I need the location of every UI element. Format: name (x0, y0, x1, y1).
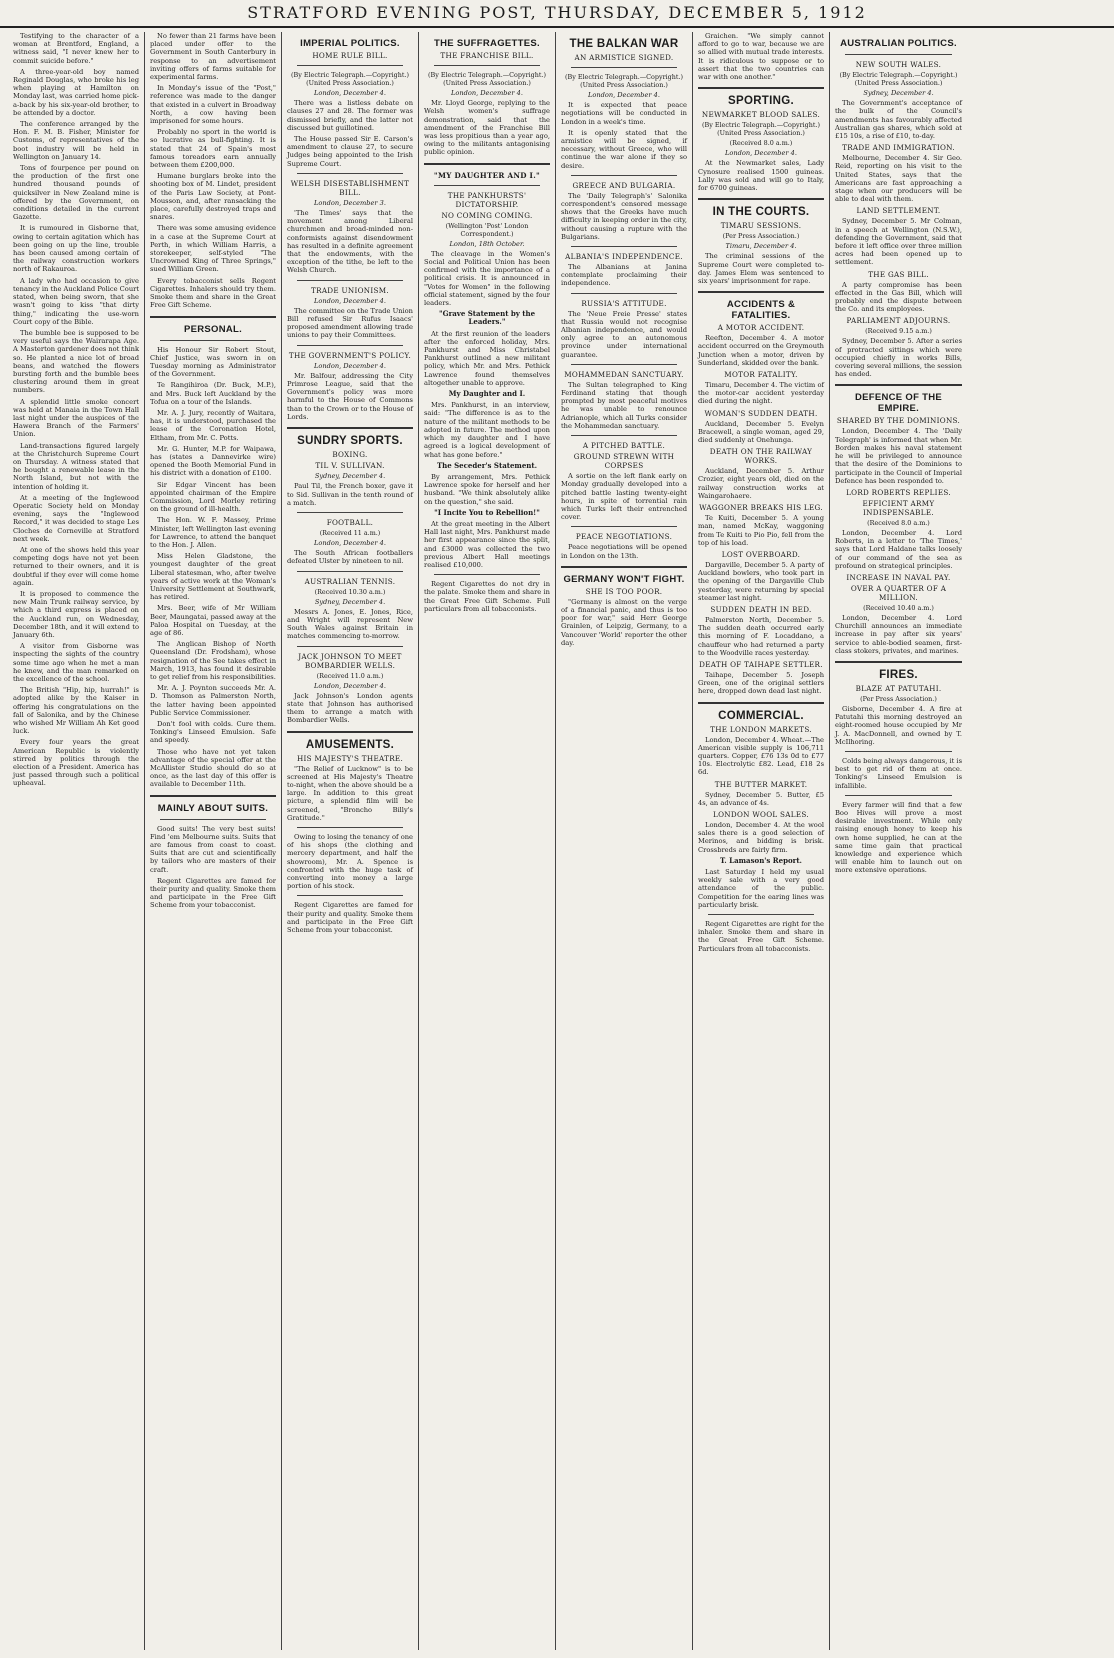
article-paragraph: The conference arranged by the Hon. F. M. B. Fisher, Minister for Customs, of representatives of the boot industry will be held in Wellington on January 14. (13, 120, 139, 161)
divider (434, 574, 540, 575)
article-paragraph: Gisborne, December 4. A fire at Patutahi this morning destroyed an eight-roomed house occupied by Mr J. A. MacDonnell, and owned by T. McIlhoring. (835, 704, 962, 746)
blood-sales-subheading: NEWMARKET BLOOD SALES. (701, 110, 821, 120)
womans-death-subheading: WOMAN'S SUDDEN DEATH. (704, 408, 818, 418)
article-paragraph: The British "Hip, hip, hurrah!" is adopted alike by the Kaiser in offering his congratulations on the fall of Salonika, and by the Chinese who wished Mr William Ah Ket good luck. (13, 686, 139, 736)
column-2 (145, 32, 282, 1650)
amusements-heading: AMUSEMENTS. (305, 738, 395, 751)
accidents-heading: ACCIDENTS & FATALITIES. (726, 299, 796, 322)
article-paragraph: Every four years the great American Republic is violently stirred by politics through the election of a President. America has just passed through such a political upheaval. (13, 738, 139, 788)
government-policy-heading: THE GOVERNMENT'S POLICY. (288, 350, 412, 360)
divider (297, 571, 403, 572)
suffragettes-heading: THE SUFFRAGETTES. (434, 38, 540, 49)
divider (698, 87, 824, 89)
parliament-subheading: PARLIAMENT ADJOURNS. (846, 316, 951, 326)
settler-death-subheading: DEATH OF TAIHAPE SETTLER. (699, 659, 823, 669)
article-paragraph: London, December 4. Lord Roberts, in a letter to 'The Times,' says that Lord Haldane talks loosely of our command of the sea as profound on strategical principles. (835, 528, 962, 570)
article-paragraph: Mr. A. J. Jury, recently of Waitara, has, it is understood, purchased the lease of the Coronation Hotel, Eltham, from Mr. C. Potts. (150, 408, 276, 442)
butter-market-subheading: THE BUTTER MARKET. (714, 779, 808, 789)
credit-line: (By Electric Telegraph.—Copyright.) (United Press Association.) (291, 71, 409, 87)
divider (561, 566, 687, 568)
column-6 (693, 32, 830, 1650)
dateline: London, December 4. (588, 91, 660, 99)
article-paragraph: Don't fool with colds. Cure them. Tonking's Linseed Emulsion. Safe and speedy. (150, 720, 276, 745)
divider (160, 819, 266, 820)
army-subheading: EFFICIENT ARMY INDISPENSABLE. (862, 498, 935, 517)
death-in-bed-subheading: SUDDEN DEATH IN BED. (710, 604, 812, 614)
quarter-million-subheading: OVER A QUARTER OF A MILLION. (850, 583, 947, 602)
article-paragraph: London, December 4. Lord Churchill announces an immediate increase in pay after six years' service to able-bodied seamen, first-class stokers, privates, and marines. (835, 613, 962, 655)
received-line: (Received 11.0 a.m.) (316, 671, 384, 680)
daughter-heading: "MY DAUGHTER AND I." (433, 170, 541, 180)
article-paragraph: Every farmer will find that a few Boo Hives will prove a most desirable investment. While only raising enough honey to keep his own home supplied, he can at the same time gain that practical knowledge and experience which will enable him to launch out on more extensive operations. (835, 800, 962, 875)
article-paragraph: Testifying to the character of a woman at Brentford, England, a witness said, "I never knew her to commit suicide before." (13, 32, 139, 65)
article-paragraph: The South African footballers defeated Ulster by nineteen to nil. (287, 549, 413, 566)
correspondent-line: (Wellington 'Post' London Correspondent.) (445, 221, 529, 238)
divider (571, 293, 677, 294)
article-paragraph: London, December 4. At the wool sales there is a good selection of Merinos, and bidding is brisk. Crossbreds are fairly firm. (698, 820, 824, 854)
article-paragraph: Every tobacconist sells Regent Cigarettes. Inhalers should try them. Smoke them and share in the Great Free Gift Scheme. (150, 276, 276, 310)
dateline: Sydney, December 4. (863, 89, 934, 97)
article-paragraph: Mr. Lloyd George, replying to the Welsh women's suffrage demonstration, said that the amendment of the Franchise Bill was less propitious than a year ago, owing to the militants antagonising public opinion. (424, 99, 550, 157)
article-paragraph: Good suits! The very best suits! Find 'em Melbourne suits. Suits that are famous from coast to coast. Suits that are cut and scientifically by tailors who are masters of their craft. (150, 824, 276, 874)
divider (434, 185, 540, 186)
section-subhead: "I Incite You to Rebellion!" (434, 507, 540, 517)
article-paragraph: "The Relief of Lucknow" is to be screened at His Majesty's Theatre to-night, when the above should be a large. In addition to this great picture, a splendid film will be screened, "Broncho Billy's Gratitude." (287, 764, 413, 822)
article-paragraph: In Monday's issue of the "Post," reference was made to the danger that existed in a culvert in Broadway North, a cow having been imprisoned for some hours. (150, 84, 276, 126)
armistice-subheading: AN ARMISTICE SIGNED. (574, 53, 674, 62)
article-paragraph: There was a listless debate on clauses 27 and 28. The former was dismissed briefly, and the latter not discussed but guillotined. (287, 99, 413, 132)
dateline: London, December 4. (314, 538, 386, 547)
article-paragraph: 'The Times' says that the movement among Liberal churchmen and broad-minded non-conformists against disendowment has resulted in a definite agreement that the endowments, with the exception of the tithe, be left to the Welsh Church. (287, 209, 413, 275)
article-paragraph: Paul Til, the French boxer, gave it to Sid. Sullivan in the tenth round of a match. (287, 482, 413, 507)
football-subheading: FOOTBALL. (326, 517, 374, 527)
divider (434, 65, 540, 66)
article-paragraph: Reefton, December 4. A motor accident occurred on the Greymouth Junction when a motor, driven by Sunderland, skidded over the bank. (698, 334, 824, 367)
article-paragraph: At the great meeting in the Albert Hall last night, Mrs. Pankhurst made her first appearance since the split, and £3000 was collected the two previous Albert Hall meetings realised £10,000. (424, 519, 550, 569)
article-paragraph: No fewer than 21 farms have been placed under offer to the Government in South Canterbury in response to an advertisement inviting offers of farms suitable for experimental farms. (150, 32, 276, 82)
australian-politics-heading: AUSTRALIAN POLITICS. (840, 38, 957, 49)
article-paragraph: A visitor from Gisborne was inspecting the sights of the country some time ago when he met a man he knew, and the man remarked on the excellence of the school. (13, 642, 139, 684)
column-5 (556, 32, 693, 1650)
balkan-war-heading: THE BALKAN WAR (569, 38, 679, 50)
article-paragraph: The cleavage in the Women's Social and Political Union has been confirmed with the importance of a political crisis. It is announced in "Votes for Women" in the following official statement, signed by the four leaders. (424, 249, 550, 308)
article-paragraph: Auckland, December 5. Arthur Crozier, eight years old, died on the railway construction works at Waingarohaere. (698, 467, 824, 500)
article-paragraph: The criminal sessions of the Supreme Court were completed to-day. James Elem was sentenced to six years' imprisonment for rape. (698, 252, 824, 286)
article-paragraph: Peace negotiations will be opened in London on the 13th. (561, 543, 687, 560)
article-paragraph: Those who have not yet taken advantage of the special offer at the McAllister Studio should do so at once, as the last day of this offer is available to December 11th. (150, 747, 276, 789)
imperial-politics-heading: IMPERIAL POLITICS. (300, 38, 400, 49)
pitched-battle-subheading: A PITCHED BATTLE. (582, 441, 666, 451)
divider (287, 731, 413, 733)
dominions-subheading: SHARED BY THE DOMINIONS. (836, 416, 961, 426)
article-paragraph: Humane burglars broke into the shooting box of M. Lindet, president of the Paris Law Society, at Pont-Mousson, and, after ransacking the place, carefully destroyed traps and snares. (150, 172, 276, 222)
divider (297, 280, 403, 281)
dateline: London, December 4. (725, 149, 797, 158)
gas-bill-subheading: THE GAS BILL. (868, 269, 929, 279)
trade-heading: TRADE UNIONISM. (311, 285, 389, 295)
article-paragraph: Mr. G. Hunter, M.P. for Waipawa, has (states a Dannevirke wire) opened the Booth Memorial Fund in his district with a donation of £100. (150, 444, 276, 478)
motor-accident-subheading: A MOTOR ACCIDENT. (717, 323, 805, 333)
theatre-subheading: HIS MAJESTY'S THEATRE. (296, 753, 404, 763)
dateline: Sydney, December 4. (314, 472, 386, 481)
article-paragraph: Owing to losing the tenancy of one of his shops (the clothing and mercery department, and half the showroom), Mr. A. Spence is confronted with the huge task of converting into money a large portion of his stock. (287, 832, 413, 891)
article-paragraph: A lady who had occasion to give tenancy in the Auckland Police Court stated, when being sworn, that she wasn't going to kiss "that dirty thing," indicating the use-worn Court copy of the Bible. (13, 276, 140, 326)
received-line: (Received 11 a.m.) (319, 528, 381, 537)
article-paragraph: Miss Helen Gladstone, the youngest daughter of the great Liberal statesman, who, after twelve years of active work at the Woman's University Settlement at Southwark, has retired. (150, 552, 276, 602)
nsw-subheading: NEW SOUTH WALES. (855, 60, 942, 69)
divider (571, 364, 677, 365)
article-paragraph: Mr. A. J. Poynton succeeds Mr. A. D. Thomson as Palmerston North, the latter having been appointed Public Service Commissioner. (150, 684, 276, 717)
article-paragraph: Probably no sport in the world is so lucrative as bull-fighting. It is stated that 24 of Spain's most famous toreadors earn annually between them £200,000. (150, 128, 276, 170)
column-4 (419, 32, 556, 1650)
dateline: London, December 4. (314, 681, 386, 690)
article-paragraph: Taihape, December 5. Joseph Green, one of the original settlers here, dropped down dead last night. (698, 670, 824, 696)
article-paragraph: Regent Cigarettes do not dry in the palate. Smoke them and share in the Great Free Gift Scheme. Full particulars from all tobacconists. (424, 580, 550, 613)
home-rule-subheading: HOME RULE BILL. (312, 51, 388, 60)
article-paragraph: Auckland, December 5. Evelyn Bracewell, a single woman, aged 29, died suddenly at Onehunga. (698, 419, 824, 445)
article-paragraph: "Germany is almost on the verge of a financial panic, and thus is too poor for war," said Herr George Grainlen, of Leipzig, Germany, to a Vancouver 'World' reporter the other day. (561, 597, 687, 647)
article-paragraph: Sydney, December 5. Mr Colman, in a speech at Wellington (N.S.W.), defending the Government, said that before it left office over three million acres had been opened up to settlement. (835, 217, 962, 267)
article-paragraph: The 'Neue Freie Presse' states that Russia would not recognise Albanian independence, and would only agree to an autonomous province under international guarantee. (561, 309, 687, 359)
no-coming-subheading: NO COMING COMING. (441, 210, 533, 220)
dateline: London, December 4. (451, 89, 523, 97)
personal-heading: PERSONAL. (183, 323, 243, 335)
divider (297, 65, 403, 66)
article-paragraph: His Honour Sir Robert Stout, Chief Justice, was sworn in on Tuesday morning as Administrator of the Government. (150, 345, 276, 379)
section-subhead: My Daughter and I. (448, 389, 526, 399)
credit-line: (By Electric Telegraph.—Copyright.) (United Press Association.) (428, 71, 546, 87)
divider (698, 291, 824, 293)
motor-fatality-subheading: MOTOR FATALITY. (724, 370, 798, 380)
received-line: (Received 9.15 a.m.) (865, 327, 932, 336)
article-paragraph: London, December 4. Wheat.—The American visible supply is 106,711 quarters. Copper, £76 13s 0d to £77 10s. Electrolytic £82. Lead, £18 2s 6d. (698, 735, 824, 777)
article-paragraph: Timaru, December 4. The victim of the motor-car accident yesterday died during the night. (698, 381, 824, 406)
divider (571, 526, 677, 527)
article-paragraph: The Hon. W. F. Massey, Prime Minister, left Wellington last evening for Lawrence, to attend the banquet to the Hon. J. Allen. (150, 516, 276, 549)
article-paragraph: Mr. Balfour, addressing the City Primrose League, said that the Government's policy was more harmful to the House of Commons than to the Crown or to the House of Lords. (287, 371, 413, 421)
article-paragraph: There was some amusing evidence in a case at the Supreme Court at Perth, in which William Harris, a storekeeper, self-styled "The Uncrowned King of Three Springs," sued William Green. (150, 224, 276, 274)
courts-heading: IN THE COURTS. (712, 206, 810, 219)
peace-subheading: PEACE NEGOTIATIONS. (575, 532, 673, 542)
article-paragraph: A three-year-old boy named Reginald Douglas, who broke his leg when playing at Hamilton on Monday last, was carried home pick-a-back by his six-year-old brother, to be attended by a doctor. (13, 67, 139, 117)
divider (160, 340, 266, 341)
credit-line: (By Electric Telegraph.—Copyright.) (United Press Association.) (565, 73, 683, 89)
article-paragraph: Regent Cigarettes are famed for their purity and quality. Smoke them and participate in the Free Gift Scheme from your tobacconist. (287, 901, 413, 934)
dateline: London, December 4. (314, 296, 386, 305)
welsh-heading: WELSH DISESTABLISHMENT BILL. (290, 178, 410, 197)
article-paragraph: Land-transactions figured largely at the Christchurch Supreme Court on Thursday. A witness stated that he bought a renewable lease in the North Island, but not with the intention of holding it. (13, 441, 139, 491)
sundry-sports-heading: SUNDRY SPORTS. (297, 435, 403, 448)
boxing-subheading: BOXING. (332, 450, 368, 460)
dateline: London, December 3. (314, 198, 386, 207)
sporting-heading: SPORTING. (728, 95, 794, 108)
divider (424, 163, 550, 165)
railway-death-subheading: DEATH ON THE RAILWAY WORKS. (709, 447, 813, 466)
received-line: (Received 8.0 a.m.) (729, 139, 793, 148)
russia-subheading: RUSSIA'S ATTITUDE. (581, 298, 667, 308)
article-paragraph: Messrs A. Jones, E. Jones, Rice, and Wright will represent New South Wales against Britain in matches commencing to-morrow. (287, 607, 413, 641)
press-line: (Per Press Association.) (722, 232, 800, 241)
divider (708, 914, 814, 915)
article-paragraph: Graichen. "We simply cannot afford to go to war, because we are so allied with mutual trade interests. It is ridiculous to suppose or to assert that the two countries can war with one another." (698, 32, 824, 82)
divider (698, 198, 824, 200)
article-paragraph: It is proposed to commence the new Main Trunk railway service, by which a third express is placed on the Auckland run, on Wednesday, December 18th, and it will extend to January 6th. (13, 590, 139, 640)
dictatorship-subheading: THE PANKHURSTS' DICTATORSHIP. (447, 190, 527, 209)
defence-heading: DEFENCE OF THE EMPIRE. (854, 392, 943, 415)
divider (835, 661, 962, 663)
germany-heading: GERMANY WON'T FIGHT. (563, 573, 685, 585)
lamason-subhead: T. Lamason's Report. (720, 855, 802, 865)
article-paragraph: The 'Daily Telegraph's' Salonika correspondent's censored message shows that the Greeks have much difficulty in keeping order in the city, without causing a rupture with the Bulgarians. (561, 191, 687, 241)
divider (297, 646, 403, 647)
divider (571, 246, 677, 247)
dateline: London, December 4. (314, 89, 386, 97)
received-line: (Received 10.30 a.m.) (314, 587, 386, 596)
article-paragraph: Mrs. Pankhurst, in an interview, said: "The difference is as to the nature of the militant methods to be adopted in future. The method upon which my daughter and I have agreed is a logical development of what has gone before." (424, 401, 550, 459)
article-paragraph: Tons of fourpence per pound on the production of the first one hundred thousand pounds of quicksilver in New Zealand mine is offered by the Government, on conditions detailed in the current Gazette. (13, 164, 139, 222)
wool-sales-subheading: LONDON WOOL SALES. (713, 809, 809, 819)
london-markets-subheading: THE LONDON MARKETS. (710, 724, 812, 734)
suits-heading: MAINLY ABOUT SUITS. (157, 802, 269, 814)
column-3 (282, 32, 419, 1650)
received-line: (Received 8.0 a.m.) (867, 518, 930, 527)
article-paragraph: The House passed Sir E. Carson's amendment to clause 27, to secure Judges being appointed to the Irish Supreme Court. (287, 135, 413, 168)
article-paragraph: London, December 4. The 'Daily Telegraph' is informed that when Mr. Borden makes his naval statement he will be privileged to announce that the desire of the Dominions to participate in the Council of Imperial Defence has been responded to. (835, 427, 962, 485)
divider (297, 173, 403, 174)
sanctuary-subheading: MOHAMMEDAN SANCTUARY. (564, 369, 684, 379)
credit-line: (By Electric Telegraph.—Copyright.) (United Press Association.) (702, 121, 820, 138)
article-paragraph: Regent Cigarettes are right for the inhaler. Smoke them and share in the Great Free Gift Scheme. Particulars from all tobacconists. (698, 920, 824, 953)
article-paragraph: The committee on the Trade Union Bill refused Sir Rufus Isaacs' proposed amendment allowing trade unions to pay their Committees. (287, 306, 413, 340)
commercial-heading: COMMERCIAL. (718, 709, 804, 722)
column-7 (830, 32, 967, 1650)
divider (287, 427, 413, 429)
article-paragraph: The Sultan telegraphed to King Ferdinand stating that though prompted by most peaceful motives he was unable to renounce Adrianople, which all Turks consider the Mohammedan sanctuary. (561, 380, 687, 430)
dateline: Sydney, December 4. (314, 597, 386, 606)
trade-immigration-subheading: TRADE AND IMMIGRATION. (842, 143, 955, 153)
corpses-subheading: GROUND STREWN WITH CORPSES (573, 452, 675, 471)
overboard-subheading: LOST OVERBOARD. (721, 549, 801, 559)
divider (297, 345, 403, 346)
til-sullivan-subheading: TIL V. SULLIVAN. (315, 461, 385, 471)
article-paragraph: Last Saturday I held my usual weekly sale with a very good attendance of the public. Competition for the earing lines was particularly brisk. (698, 867, 824, 909)
divider (571, 175, 677, 176)
patutahi-subheading: BLAZE AT PATUTAHI. (855, 683, 942, 693)
divider (845, 795, 952, 796)
article-paragraph: By arrangement, Mrs. Pethick Lawrence spoke for herself and her husband. "We think absolutely alike on the question," she said. (424, 472, 550, 506)
divider (297, 827, 403, 828)
roberts-subheading: LORD ROBERTS REPLIES. (846, 487, 951, 497)
land-settlement-subheading: LAND SETTLEMENT. (856, 206, 941, 216)
divider (835, 384, 962, 386)
press-line: (Per Press Association.) (860, 694, 937, 703)
greece-subheading: GREECE AND BULGARIA. (572, 180, 676, 190)
article-paragraph: Te Rangihiroa (Dr. Buck, M.P.), and Mrs. Buck left Auckland by the Tofua on a tour of the Islands. (150, 381, 276, 406)
divider (297, 512, 403, 513)
divider (150, 316, 276, 318)
albania-subheading: ALBANIA'S INDEPENDENCE. (565, 252, 683, 262)
divider (698, 702, 824, 704)
article-paragraph: The Government's acceptance of the bulk of the Council's amendments has favourably affected Australian gas shares, which sold at £15 10s, a rise of £10, to-day. (835, 99, 962, 141)
article-paragraph: Jack Johnson's London agents state that Johnson has authorised them to arrange a match with Bombardier Wells. (287, 691, 413, 725)
divider (845, 54, 952, 55)
credit-line: (By Electric Telegraph.—Copyright.) (United Press Association.) (839, 71, 958, 87)
tennis-subheading: AUSTRALIAN TENNIS. (304, 576, 396, 586)
article-paragraph: It is rumoured in Gisborne that, owing to certain agitation which has been going on up the line, trouble has been caused among certain of the railway construction workers north of Rakauroa. (13, 224, 139, 274)
dateline: London, December 4. (314, 361, 386, 370)
article-paragraph: Sydney, December 5. Butter, £5 4s, an advance of 4s. (698, 790, 824, 807)
naval-pay-subheading: INCREASE IN NAVAL PAY. (846, 572, 951, 582)
article-paragraph: Sir Edgar Vincent has been appointed chairman of the Empire Commission, Lord Morley retiring on the ground of ill-health. (150, 480, 276, 514)
divider (571, 435, 677, 436)
article-paragraph: A party compromise has been effected in the Gas Bill, which will probably end the dispute between the Co. and its employees. (835, 280, 962, 314)
article-paragraph: The Anglican Bishop of North Queensland (Dr. Frodsham), whose resignation of the See takes effect in March, 1913, has found it desirable to get relief from his responsibilities. (150, 640, 276, 682)
article-paragraph: It is openly stated that the armistice will be signed, if necessary, without Greece, who will continue the war alone if they so desire. (561, 128, 687, 170)
fires-heading: FIRES. (879, 668, 918, 681)
dateline: Timaru, December 4. (725, 242, 797, 251)
received-line: (Received 10.40 a.m.) (863, 603, 934, 612)
article-paragraph: Palmerston North, December 5. The sudden death occurred early this morning of F. Locaddano, a chauffeur who had returned a party to the Woodville races yesterday. (698, 615, 824, 657)
article-paragraph: Sydney, December 5. After a series of protracted sittings which were occupied chiefly in works Bills, covering several millions, the session has ended. (835, 337, 962, 379)
article-paragraph: It is expected that peace negotiations will be conducted in London in a week's time. (561, 101, 687, 126)
article-paragraph: The Albanians at Janina contemplate proclaiming their independence. (561, 263, 687, 288)
divider (297, 895, 403, 896)
johnson-subheading: JACK JOHNSON TO MEET BOMBARDIER WELLS. (298, 651, 402, 670)
article-paragraph: At one of the shows held this year competing dogs have not yet been returned to their owners, and it is doubtful if they ever will come home again. (13, 545, 139, 587)
article-paragraph: Dargaville, December 5. A party of Auckland bowlers, who took part in the opening of the Dargaville Club yesterday, were returning by special steamer last night. (698, 560, 824, 602)
article-paragraph: Mrs. Beer, wife of Mr William Beer, Maungatai, passed away at the Paloa Hospital on Tuesday, at the age of 86. (150, 604, 276, 637)
article-paragraph: Melbourne, December 4. Sir Geo. Reid, reporting on his visit to the United States, says that the Americans are fast approaching a stage when our producers will be able to deal with them. (835, 154, 962, 204)
article-paragraph: A splendid little smoke concert was held at Manaia in the Town Hall last night under the auspices of the Hawera Branch of the Farmers' Union. (13, 397, 139, 439)
article-paragraph: Regent Cigarettes are famed for their purity and quality. Smoke them and participate in the Free Gift Scheme from your tobacconist. (150, 876, 276, 910)
article-paragraph: Colds being always dangerous, it is best to get rid of them at once. Tonking's Linseed Emulsion is infallible. (835, 756, 962, 790)
masthead: STRATFORD EVENING POST, THURSDAY, DECEMBER 5, 1912 (0, 0, 1114, 28)
article-paragraph: At the first reunion of the leaders after the enforced holiday, Mrs. Pankhurst and Miss Christabel Pankhurst outlined a new militant policy, which Mr. and Mrs. Pethick Lawrence found themselves altogether unable to approve. (424, 329, 550, 387)
article-paragraph: At a meeting of the Inglewood Operatic Society held on Monday evening, says the "Inglewood Record," it was decided to stage Les Cloches de Corneville at Stratford next week. (13, 493, 139, 543)
column-1 (8, 32, 145, 1650)
newspaper-page (8, 32, 1106, 1650)
too-poor-subheading: SHE IS TOO POOR. (585, 586, 663, 596)
section-subhead: "Grave Statement by the Leaders." (438, 309, 536, 327)
franchise-subheading: THE FRANCHISE BILL. (440, 51, 534, 60)
section-subhead: The Seceder's Statement. (436, 460, 538, 470)
divider (845, 751, 952, 752)
article-paragraph: A sortie on the left flank early on Monday gradually developed into a pitched battle lasting twenty-eight hours, in spite of torrential rain which Turks left their entrenched cover. (561, 472, 687, 522)
divider (150, 795, 276, 797)
divider (571, 67, 677, 68)
article-paragraph: At the Newmarket sales, Lady Cynosure realised 1500 guineas. Lally was sold and will go to Italy, for 6700 guineas. (698, 159, 824, 193)
timaru-subheading: TIMARU SESSIONS. (720, 221, 802, 231)
dateline: London, 18th October. (449, 239, 525, 248)
article-paragraph: The bumble bee is supposed to be very useful says the Wairarapa Age. A Masterton gardener does not think so. He planted a nice lot of broad beans, and watched the flowers bursting forth and the bumble bees clustering around them in great numbers. (13, 328, 139, 395)
waggoner-subheading: WAGGONER BREAKS HIS LEG. (699, 503, 823, 513)
article-paragraph: Te Kuiti, December 5. A young man, named McKay, waggoning from Te Kuiti to Pio Pio, fell from the top of his load. (698, 514, 824, 547)
